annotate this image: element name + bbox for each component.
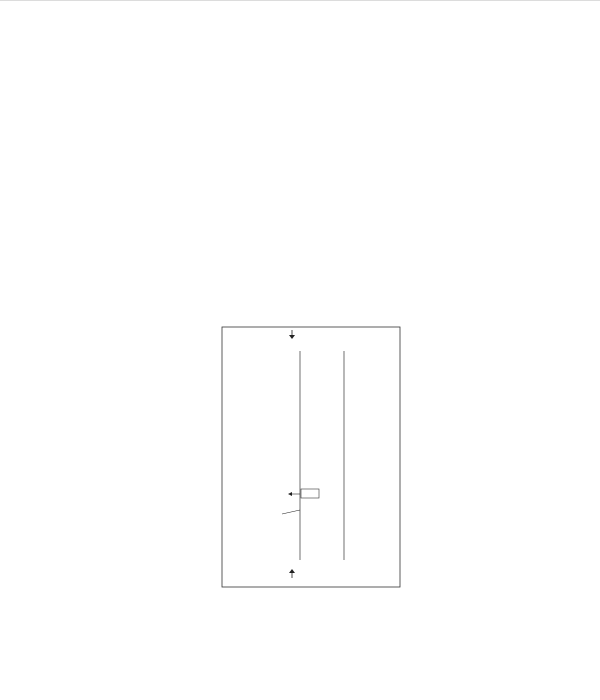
- present-arrow: [282, 510, 300, 514]
- input-arrow-head: [289, 569, 295, 573]
- frame-arrow-head: [288, 492, 292, 496]
- frame-out-box: [301, 489, 319, 498]
- figure-frame: [222, 327, 400, 587]
- output-arrow-head: [289, 335, 295, 339]
